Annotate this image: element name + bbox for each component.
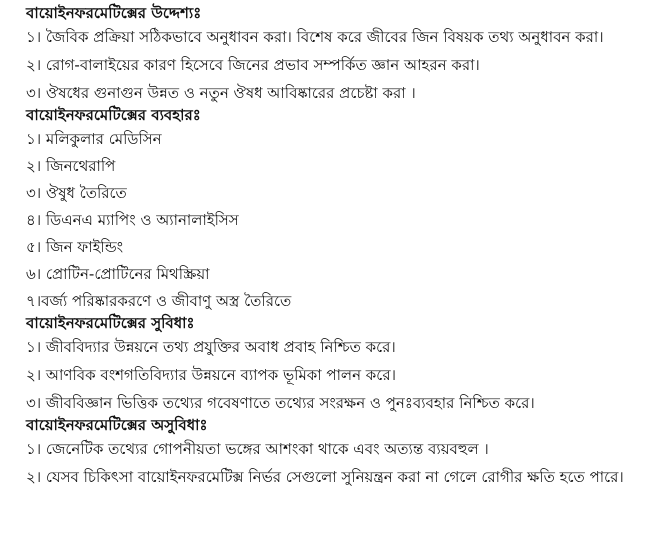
section-title: বায়োইনফরমেটিক্সের অসুবিধাঃ <box>26 416 208 434</box>
list-item: ৭।বর্জ্য পরিষ্কারকরণে ও জীবাণু অস্ত্র তৈরিতে <box>26 292 292 310</box>
list-item: ২। রোগ-বালাইয়ের কারণ হিসেবে জিনের প্রভাব সম্পর্কিত জ্ঞান আহরন করা। <box>26 56 480 74</box>
section-disadvantages <box>26 416 663 486</box>
list-item: ১। জৈবিক প্রক্রিয়া সঠিকভাবে অনুধাবন করা। বিশেষ করে জীবের জিন বিষয়ক তথ্য অনুধাবন করা। <box>26 28 604 46</box>
uses-list <box>26 130 663 310</box>
objectives-list <box>26 28 663 102</box>
list-item: ২। জিনথেরাপি <box>26 157 116 175</box>
list-item: ৩। ঔষধের গুনাগুন উন্নত ও নতুন ঔষধ আবিষ্কারের প্রচেষ্টা করা । <box>26 84 416 102</box>
disadvantages-list <box>26 440 663 486</box>
advantages-list <box>26 338 663 412</box>
section-objectives <box>26 4 663 102</box>
section-title: বায়োইনফরমেটিক্সের ব্যবহারঃ <box>26 106 201 124</box>
list-item: ১। জেনেটিক তথ্যের গোপনীয়তা ভঙ্গের আশংকা থাকে এবং অত্যন্ত ব্যয়বহুল । <box>26 440 489 458</box>
section-title: বায়োইনফরমেটিক্সের সুবিধাঃ <box>26 314 195 332</box>
section-uses <box>26 106 663 310</box>
list-item: ৩। জীববিজ্ঞান ভিত্তিক তথ্যের গবেষণাতে তথ্যের সংরক্ষন ও পুনঃব্যবহার নিশ্চিত করে। <box>26 394 535 412</box>
list-item: ২। আণবিক বংশগতিবিদ্যার উন্নয়নে ব্যাপক ভূমিকা পালন করে। <box>26 366 396 384</box>
list-item: ৩। ঔষুধ তৈরিতে <box>26 184 127 202</box>
list-item: ২। যেসব চিকিৎসা বায়োইনফরমেটিক্স নির্ভর সেগুলো সুনিয়ন্ত্রন করা না গেলে রোগীর ক্ষতি হতে পারে। <box>26 468 624 486</box>
list-item: ১। মলিকুলার মেডিসিন <box>26 130 162 148</box>
section-title: বায়োইনফরমেটিক্সের উদ্দেশ্যঃ <box>26 4 202 22</box>
list-item: ১। জীববিদ্যার উন্নয়নে তথ্য প্রযুক্তির অবাধ প্রবাহ নিশ্চিত করে। <box>26 338 396 356</box>
list-item: ৬। প্রোটিন-প্রোটিনের মিথস্ক্রিয়া <box>26 265 210 283</box>
list-item: ৫। জিন ফাইন্ডিং <box>26 238 124 256</box>
section-advantages <box>26 314 663 412</box>
list-item: ৪। ডিএনএ ম্যাপিং ও অ্যানালাইসিস <box>26 211 239 229</box>
